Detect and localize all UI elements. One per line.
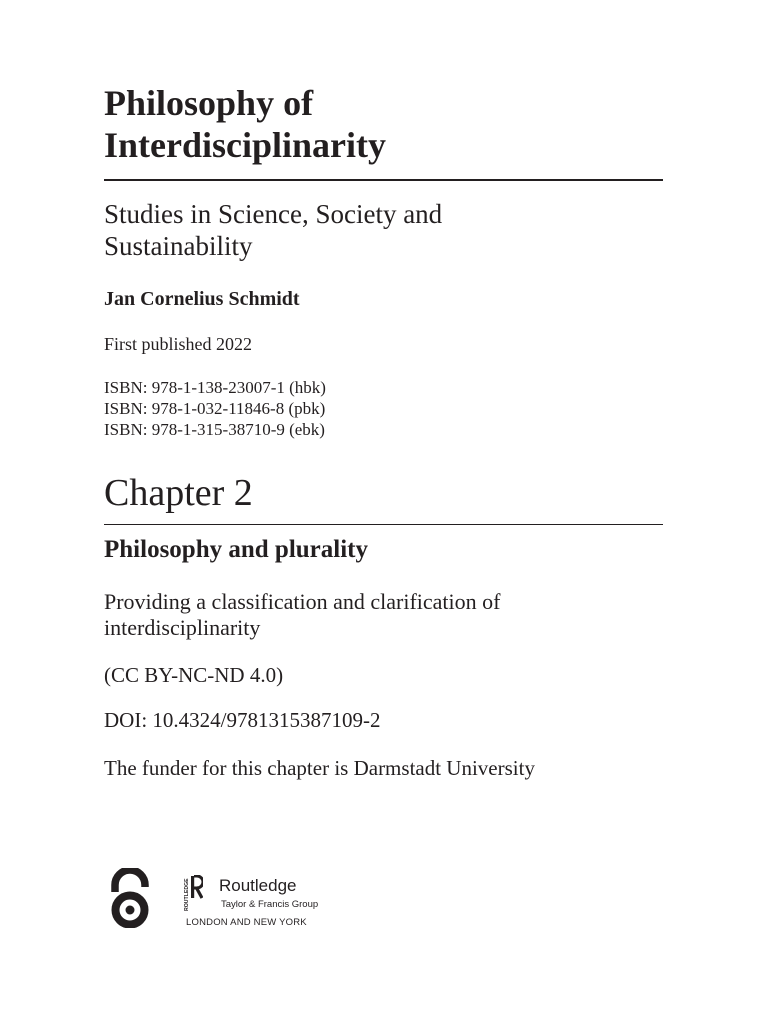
open-access-icon [104,868,156,928]
chapter-title: Philosophy and plurality [104,536,368,563]
book-title-line-1: Philosophy of [104,83,314,123]
chapter-label: Chapter 2 [104,472,253,514]
isbn-ebk: ISBN: 978-1-315-38710-9 (ebk) [104,420,325,439]
routledge-r-icon [183,875,203,911]
author-name: Jan Cornelius Schmidt [104,288,300,310]
book-title-line-2: Interdisciplinarity [104,125,387,165]
book-title [104,82,386,166]
publisher-group: Taylor & Francis Group [221,899,319,910]
chapter-subtitle-line-2: interdisciplinarity [104,615,261,640]
isbn-hbk: ISBN: 978-1-138-23007-1 (hbk) [104,378,326,397]
isbn-pbk: ISBN: 978-1-032-11846-8 (pbk) [104,399,326,418]
funder-text: The funder for this chapter is Darmstadt University [104,756,535,780]
chapter-subtitle-line-1: Providing a classification and clarification of [104,589,501,614]
isbn-list [104,377,326,440]
doi-text: DOI: 10.4324/9781315387109-2 [104,708,381,732]
svg-text:ROUTLEDGE: ROUTLEDGE [184,878,190,911]
chapter-divider [104,524,663,525]
title-divider [104,179,663,181]
chapter-subtitle [104,589,500,641]
publisher-name: Routledge [219,876,297,895]
publisher-location: LONDON AND NEW YORK [186,917,307,928]
book-subtitle-line-1: Studies in Science, Society and [104,199,443,229]
first-published: First published 2022 [104,334,253,354]
book-subtitle [104,198,442,262]
book-subtitle-line-2: Sustainability [104,231,253,261]
license-text: (CC BY-NC-ND 4.0) [104,663,284,687]
